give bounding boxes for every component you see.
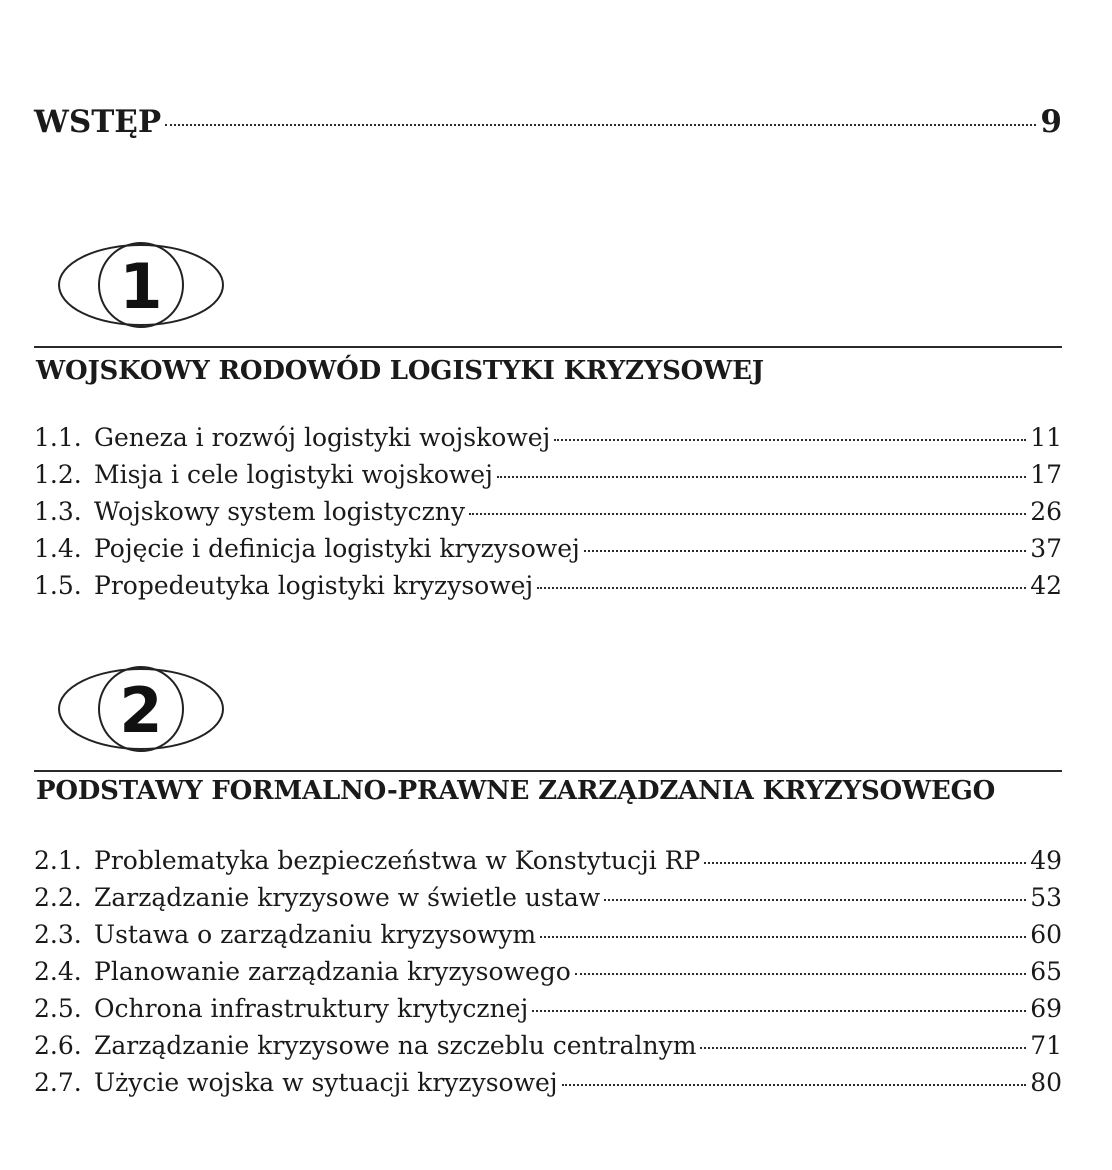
entry-title: Geneza i rozwój logistyki wojskowej <box>94 423 551 452</box>
entry-title: Zarządzanie kryzysowe w świetle ustaw <box>94 883 601 912</box>
dot-leader <box>497 476 1026 478</box>
toc-entry[interactable] <box>34 1068 1062 1105</box>
entry-title: Misja i cele logistyki wojskowej <box>94 460 493 489</box>
entry-number: 1.4. <box>34 534 82 563</box>
entry-number: 2.6. <box>34 1031 82 1060</box>
toc-entry[interactable] <box>34 497 1062 534</box>
toc-entry[interactable] <box>34 1031 1062 1068</box>
toc-entry[interactable] <box>34 423 1062 460</box>
entry-number: 2.3. <box>34 920 82 949</box>
chapter-1-number: 1 <box>119 250 163 323</box>
chapter-2-entries <box>34 846 1062 1105</box>
entry-title: Użycie wojska w sytuacji kryzysowej <box>94 1068 558 1097</box>
entry-number: 1.3. <box>34 497 82 526</box>
entry-page-number: 42 <box>1030 571 1062 600</box>
entry-page-number: 37 <box>1030 534 1062 563</box>
chapter-1-rule <box>34 346 1062 348</box>
toc-entry[interactable] <box>34 957 1062 994</box>
entry-title: Zarządzanie kryzysowe na szczeblu centralnym <box>94 1031 697 1060</box>
intro-page-number: 9 <box>1040 104 1062 140</box>
toc-entry-intro[interactable] <box>34 104 1062 140</box>
entry-page-number: 26 <box>1030 497 1062 526</box>
toc-entry[interactable] <box>34 920 1062 957</box>
entry-page-number: 65 <box>1030 957 1062 986</box>
dot-leader <box>700 1047 1026 1049</box>
dot-leader <box>165 124 1036 126</box>
chapter-2-title: PODSTAWY FORMALNO-PRAWNE ZARZĄDZANIA KRYZYSOWEGO <box>36 776 996 806</box>
entry-page-number: 69 <box>1030 994 1062 1023</box>
entry-number: 2.5. <box>34 994 82 1023</box>
toc-entry[interactable] <box>34 846 1062 883</box>
chapter-1-entries <box>34 423 1062 608</box>
toc-entry[interactable] <box>34 994 1062 1031</box>
chapter-2-rule <box>34 770 1062 772</box>
entry-page-number: 60 <box>1030 920 1062 949</box>
intro-title: WSTĘP <box>34 104 162 140</box>
dot-leader <box>554 439 1026 441</box>
chapter-2-badge <box>56 664 226 754</box>
toc-entry[interactable] <box>34 534 1062 571</box>
chapter-1-title: WOJSKOWY RODOWÓD LOGISTYKI KRYZYSOWEJ <box>36 356 764 386</box>
dot-leader <box>575 973 1026 975</box>
entry-title: Ochrona infrastruktury krytycznej <box>94 994 529 1023</box>
dot-leader <box>537 587 1026 589</box>
dot-leader <box>469 513 1026 515</box>
entry-page-number: 17 <box>1030 460 1062 489</box>
entry-number: 2.4. <box>34 957 82 986</box>
dot-leader <box>540 936 1026 938</box>
dot-leader <box>604 899 1026 901</box>
entry-title: Wojskowy system logistyczny <box>94 497 466 526</box>
entry-page-number: 53 <box>1030 883 1062 912</box>
entry-number: 2.2. <box>34 883 82 912</box>
toc-entry[interactable] <box>34 883 1062 920</box>
entry-page-number: 71 <box>1030 1031 1062 1060</box>
entry-title: Ustawa o zarządzaniu kryzysowym <box>94 920 537 949</box>
entry-title: Problematyka bezpieczeństwa w Konstytucji RP <box>94 846 701 875</box>
entry-page-number: 49 <box>1030 846 1062 875</box>
dot-leader <box>704 862 1026 864</box>
entry-title: Planowanie zarządzania kryzysowego <box>94 957 571 986</box>
entry-number: 1.2. <box>34 460 82 489</box>
table-of-contents <box>34 0 1062 1170</box>
chapter-1-badge <box>56 240 226 330</box>
chapter-2-number: 2 <box>119 674 163 747</box>
entry-page-number: 11 <box>1030 423 1062 452</box>
entry-title: Pojęcie i definicja logistyki kryzysowej <box>94 534 580 563</box>
entry-number: 2.7. <box>34 1068 82 1097</box>
entry-number: 2.1. <box>34 846 82 875</box>
entry-number: 1.5. <box>34 571 82 600</box>
toc-entry[interactable] <box>34 571 1062 608</box>
toc-entry[interactable] <box>34 460 1062 497</box>
dot-leader <box>584 550 1026 552</box>
dot-leader <box>532 1010 1026 1012</box>
entry-page-number: 80 <box>1030 1068 1062 1097</box>
entry-title: Propedeutyka logistyki kryzysowej <box>94 571 534 600</box>
entry-number: 1.1. <box>34 423 82 452</box>
dot-leader <box>562 1084 1027 1086</box>
